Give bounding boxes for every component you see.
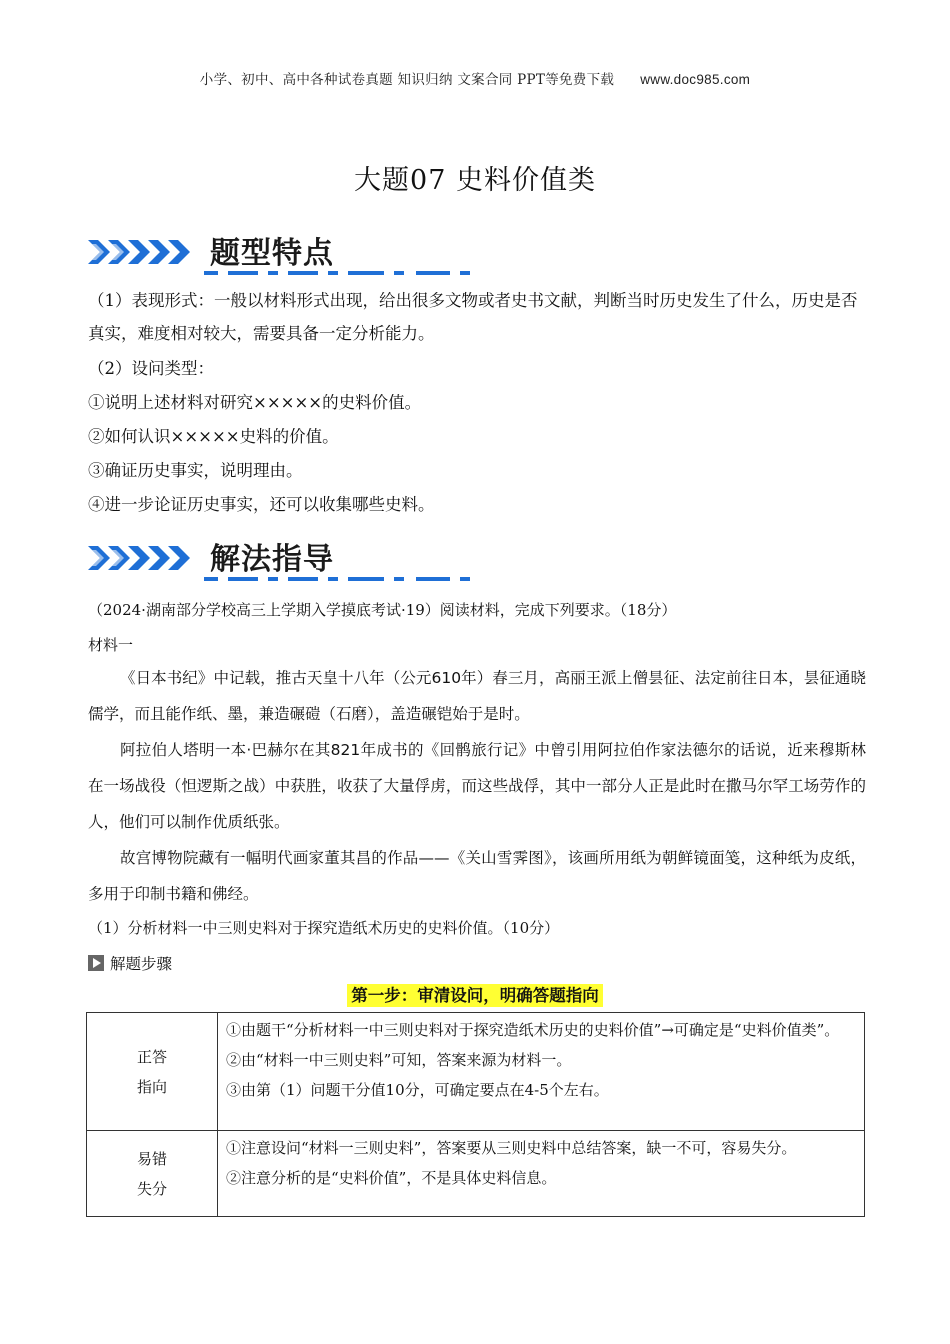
features-line-4: ②如何认识×××××史料的价值。 bbox=[88, 427, 339, 446]
top-banner bbox=[0, 68, 950, 88]
material-label: 材料一 bbox=[88, 636, 134, 654]
play-icon bbox=[88, 955, 104, 971]
section-header-features bbox=[88, 230, 408, 276]
steps-label bbox=[88, 952, 172, 974]
step-title-highlight: 第一步：审清设问，明确答题指向 bbox=[347, 984, 603, 1007]
question-text: （1）分析材料一中三则史料对于探究造纸术历史的史料价值。（10分） bbox=[88, 919, 560, 937]
table-row bbox=[87, 1013, 865, 1131]
section-underline-decoration bbox=[204, 576, 474, 582]
step-title bbox=[0, 982, 950, 1006]
section-label: 题型特点 bbox=[210, 236, 334, 271]
features-line-2: （2）设问类型： bbox=[88, 359, 214, 378]
chevron-arrows-icon bbox=[88, 544, 206, 572]
material-paragraph-3: 故宫博物院藏有一幅明代画家董其昌的作品——《关山雪霁图》，该画所用纸为朝鲜镜面笺，这种纸为皮纸，多用于印制书籍和佛经。 bbox=[88, 849, 866, 903]
row-header bbox=[87, 1131, 218, 1217]
features-line-3: ①说明上述材料对研究×××××的史料价值。 bbox=[88, 393, 422, 412]
steps-label-text: 解题步骤 bbox=[110, 955, 173, 973]
section-label: 解法指导 bbox=[210, 542, 334, 577]
row-body bbox=[218, 1013, 865, 1131]
table-item: ③由第（1）问题干分值10分，可确定要点在4-5个左右。 bbox=[226, 1081, 609, 1099]
table-item: ②由“材料一中三则史料”可知，答案来源为材料一。 bbox=[226, 1051, 572, 1069]
features-line-5: ③确证历史事实，说明理由。 bbox=[88, 461, 303, 480]
table-item: ②注意分析的是“史料价值”，不是具体史料信息。 bbox=[226, 1169, 557, 1187]
section-underline-decoration bbox=[204, 270, 474, 276]
question-source: （2024·湖南部分学校高三上学期入学摸底考试·19）阅读材料，完成下列要求。（18分） bbox=[88, 601, 677, 619]
table-item: ①注意设问“材料一三则史料”，答案要从三则史料中总结答案，缺一不可，容易失分。 bbox=[226, 1139, 797, 1157]
row-header bbox=[87, 1013, 218, 1131]
chevron-arrows-icon bbox=[88, 238, 206, 266]
guide-table bbox=[86, 1012, 865, 1217]
row-header-line: 失分 bbox=[136, 1179, 167, 1198]
banner-site-link[interactable]: www.doc985.com bbox=[640, 72, 751, 87]
material-paragraph-1: 《日本书纪》中记载，推古天皇十八年（公元610年）春三月，高丽王派上僧昙征、法定前往日本，昙征通晓儒学，而且能作纸、墨，兼造碾磑（石磨），盖造碾铠始于是时。 bbox=[88, 669, 866, 723]
features-line-1: （1）表现形式：一般以材料形式出现，给出很多文物或者史书文献，判断当时历史发生了什么，历史是否真实，难度相对较大，需要具备一定分析能力。 bbox=[88, 291, 858, 343]
table-row bbox=[87, 1131, 865, 1217]
row-header-line: 指向 bbox=[136, 1077, 167, 1096]
row-header-line: 易错 bbox=[136, 1149, 167, 1168]
section-header-method bbox=[88, 536, 408, 582]
banner-text: 小学、初中、高中各种试卷真题 知识归纳 文案合同 PPT等免费下载 bbox=[199, 72, 615, 88]
features-line-6: ④进一步论证历史事实，还可以收集哪些史料。 bbox=[88, 495, 435, 514]
document-title: 大题07 史料价值类 bbox=[354, 165, 596, 196]
row-header-line: 正答 bbox=[136, 1047, 167, 1066]
row-body bbox=[218, 1131, 865, 1217]
table-item: ①由题干“分析材料一中三则史料对于探究造纸术历史的史料价值”→可确定是“史料价值类”。 bbox=[226, 1021, 840, 1039]
material-paragraph-2: 阿拉伯人塔明一本·巴赫尔在其821年成书的《回鹘旅行记》中曾引用阿拉伯作家法德尔的话说，近来穆斯林在一场战役（怛逻斯之战）中获胜，收获了大量俘虏，而这些战俘，其中一部分人正是此时在撒马尔罕工场劳作的人，他们可以制作优质纸张。 bbox=[88, 741, 866, 831]
